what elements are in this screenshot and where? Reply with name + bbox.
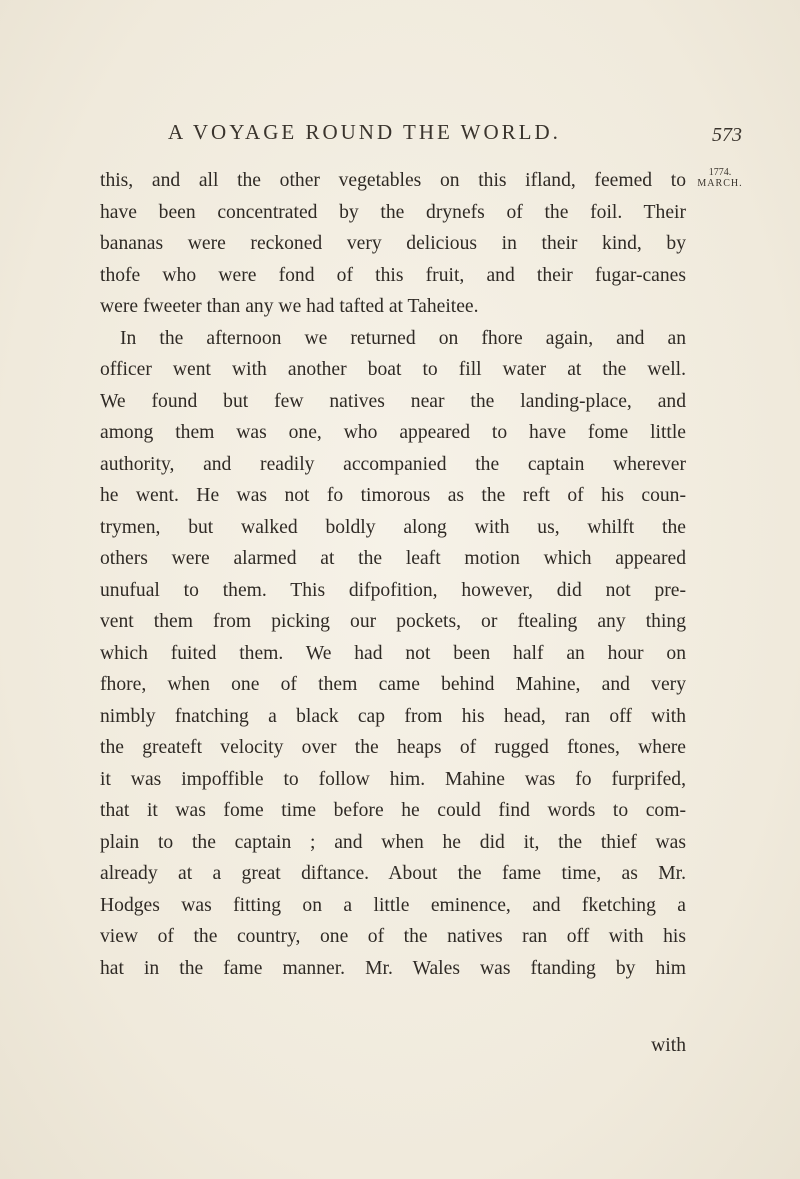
text-line: We found but few natives near the landing-place, and <box>100 390 686 412</box>
margin-date-note <box>690 167 750 189</box>
page-number: 573 <box>712 124 742 146</box>
text-line: he went. He was not fo timorous as the reft of his coun- <box>100 485 686 506</box>
text-line: vent them from picking our pockets, or ftealing any thing <box>100 611 686 632</box>
text-line: Hodges was fitting on a little eminence, and fketching a <box>100 894 686 916</box>
text-line: unufual to them. This difpofition, however, did not pre- <box>100 579 686 601</box>
body-text <box>100 165 686 984</box>
text-line: among them was one, who appeared to have fome little <box>100 422 686 443</box>
text-line: In the afternoon we returned on fhore again, and an <box>120 327 686 349</box>
text-line: the greateft velocity over the heaps of rugged ftones, where <box>100 737 686 758</box>
text-line: hat in the fame manner. Mr. Wales was ftanding by him <box>100 957 686 979</box>
text-line: it was impoffible to follow him. Mahine was fo furprifed, <box>100 768 686 790</box>
text-line: authority, and readily accompanied the captain wherever <box>100 453 686 475</box>
running-title: A VOYAGE ROUND THE WORLD. <box>168 120 561 144</box>
margin-month: MARCH. <box>697 178 743 189</box>
text-line: that it was fome time before he could find words to com- <box>100 800 686 821</box>
text-line: officer went with another boat to fill water at the well. <box>100 359 686 380</box>
text-line: fhore, when one of them came behind Mahine, and very <box>100 674 686 695</box>
text-line: bananas were reckoned very delicious in their kind, by <box>100 233 686 254</box>
text-line: plain to the captain ; and when he did it, the thief was <box>100 831 686 853</box>
text-line: trymen, but walked boldly along with us, whilft the <box>100 516 686 538</box>
margin-year: 1774. <box>708 167 732 178</box>
text-line: view of the country, one of the natives ran off with his <box>100 926 686 947</box>
text-line: others were alarmed at the leaft motion which appeared <box>100 548 686 569</box>
text-line: thofe who were fond of this fruit, and their fugar-canes <box>100 264 686 286</box>
text-line: nimbly fnatching a black cap from his head, ran off with <box>100 705 686 727</box>
text-line: have been concentrated by the drynefs of the foil. Their <box>100 201 686 223</box>
text-line: this, and all the other vegetables on this ifland, feemed to <box>100 170 686 191</box>
text-line: already at a great diftance. About the fame time, as Mr. <box>100 863 686 884</box>
catchword: with <box>651 1035 686 1056</box>
text-line: which fuited them. We had not been half an hour on <box>100 642 686 664</box>
text-line: were fweeter than any we had tafted at Taheitee. <box>100 296 479 317</box>
